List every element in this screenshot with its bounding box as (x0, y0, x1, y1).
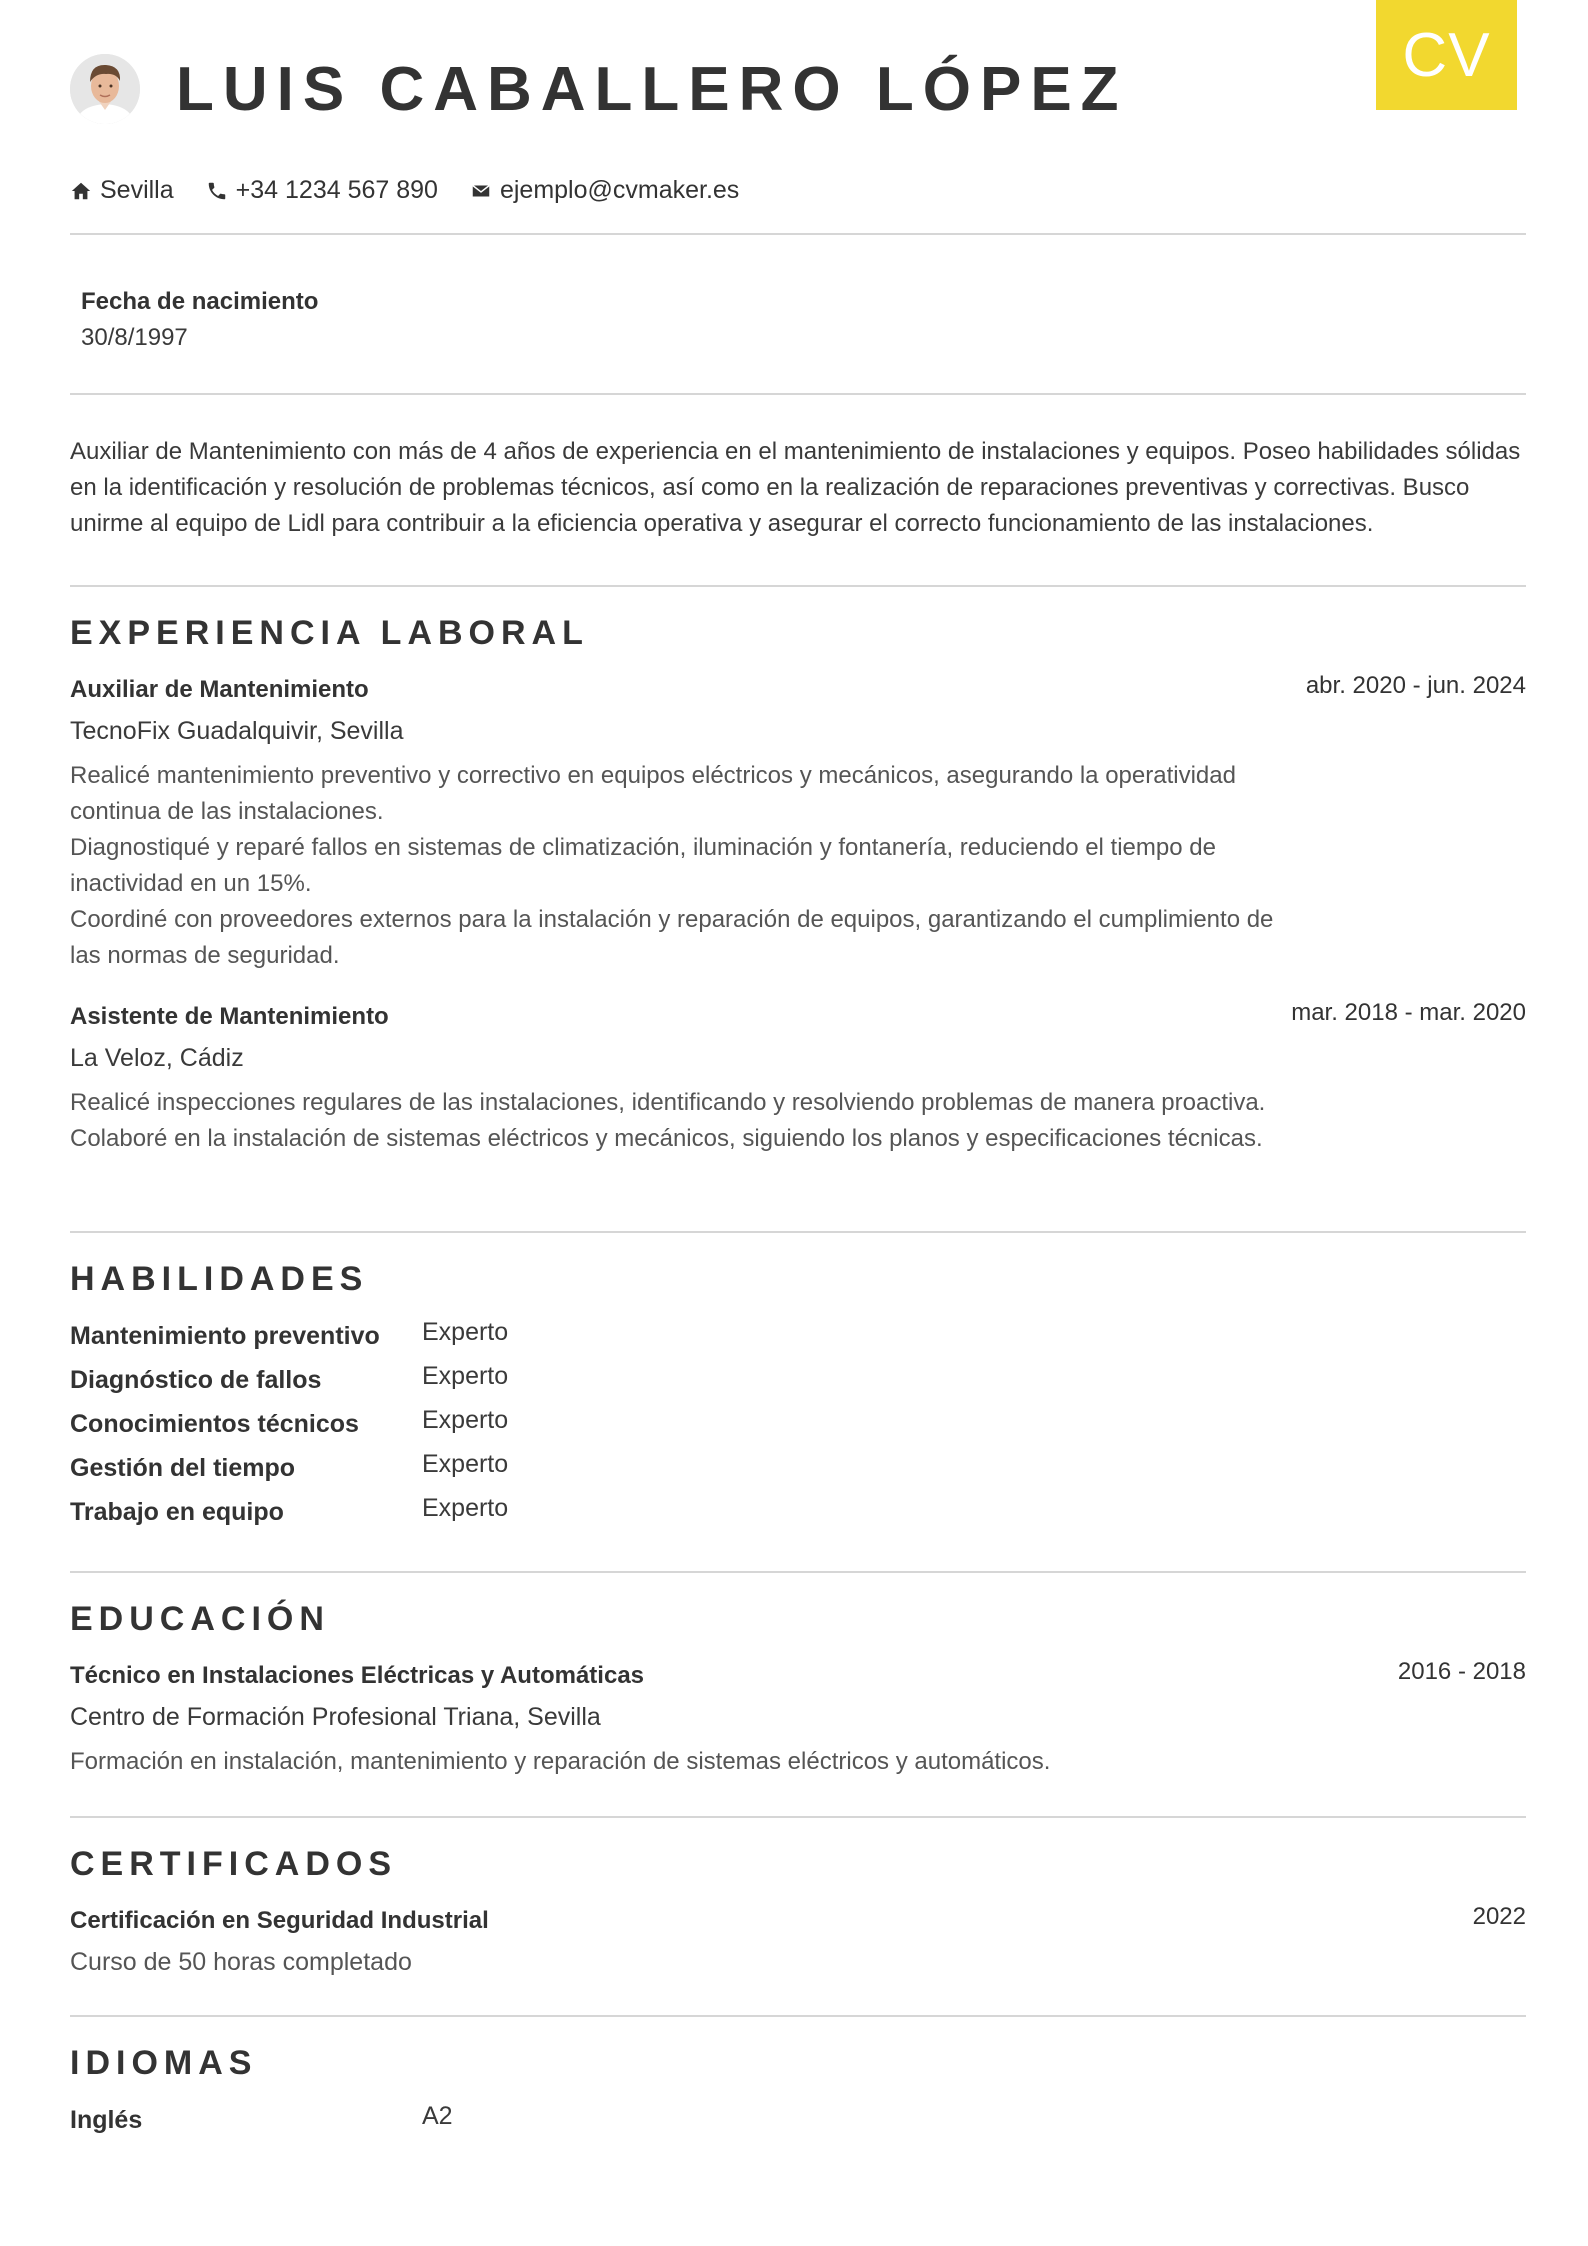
education-description (70, 1744, 1300, 1780)
skill-level: Experto (422, 1494, 509, 1522)
divider (70, 2015, 1526, 2017)
certificate-name: Certificación en Seguridad Industrial (70, 1907, 489, 1934)
certificate-entry (70, 1903, 1526, 1981)
skill-name: Conocimientos técnicos (70, 1410, 359, 1438)
divider (70, 1231, 1526, 1233)
divider (70, 1816, 1526, 1818)
city-text: Sevilla (100, 176, 174, 204)
job-bullet: Colaboré en la instalación de sistemas eléctricos y mecánicos, siguiendo los planos y especificaciones técnicas. (70, 1125, 1263, 1152)
contact-email (470, 176, 739, 205)
skill-name: Diagnóstico de fallos (70, 1366, 322, 1394)
education-heading: EDUCACIÓN (70, 1600, 330, 1638)
skill-level: Experto (422, 1406, 509, 1434)
skill-name: Mantenimiento preventivo (70, 1322, 380, 1350)
profile-photo (70, 54, 140, 124)
profile-summary: Auxiliar de Mantenimiento con más de 4 años de experiencia en el mantenimiento de instalaciones y equipos. Poseo habilidades sólidas en la identificación y resolución de problemas técnicos, así como en la realización de reparaciones preventivas y correctivas. Busco unirme al equipo de Lidl para contribuir a la eficiencia operativa y asegurar el correcto funcionamiento de las instalaciones. (70, 438, 1521, 537)
certificate-year: 2022 (1472, 1903, 1526, 1930)
candidate-name: LUIS CABALLERO LÓPEZ (176, 54, 1128, 124)
job-bullet: Coordiné con proveedores externos para la instalación y reparación de equipos, garantizando el cumplimiento de las normas de seguridad. (70, 906, 1274, 969)
contact-city (70, 176, 174, 205)
experience-entry (70, 999, 1526, 1157)
job-bullet: Realicé inspecciones regulares de las instalaciones, identificando y resolviendo problemas de manera proactiva. (70, 1089, 1266, 1116)
phone-icon (206, 180, 228, 202)
job-dates: abr. 2020 - jun. 2024 (1305, 672, 1526, 699)
job-company: La Veloz, Cádiz (70, 1044, 244, 1072)
job-bullet: Realicé mantenimiento preventivo y correctivo en equipos eléctricos y mecánicos, asegurando la operatividad continua de las instalaciones. (70, 762, 1236, 825)
school-name: Centro de Formación Profesional Triana, Sevilla (70, 1703, 601, 1731)
divider (70, 585, 1526, 587)
skill-level: Experto (422, 1362, 509, 1390)
skill-level: Experto (422, 1318, 509, 1346)
education-line: Formación en instalación, mantenimiento y reparación de sistemas eléctricos y automáticos. (70, 1748, 1051, 1775)
job-bullet: Diagnostiqué y reparé fallos en sistemas de climatización, iluminación y fontanería, reduciendo el tiempo de inactividad en un 15%. (70, 834, 1216, 897)
experience-entry (70, 672, 1526, 974)
avatar (70, 54, 140, 124)
skill-name: Gestión del tiempo (70, 1454, 296, 1482)
certificate-description: Curso de 50 horas completado (70, 1948, 412, 1976)
email-text: ejemplo@cvmaker.es (499, 176, 740, 204)
job-title: Auxiliar de Mantenimiento (70, 676, 369, 703)
education-dates: 2016 - 2018 (1397, 1658, 1526, 1685)
experience-heading: EXPERIENCIA LABORAL (70, 614, 589, 652)
job-description (70, 1085, 1300, 1157)
mail-icon (470, 180, 492, 202)
birthdate-block (81, 284, 318, 356)
divider (70, 1571, 1526, 1573)
birthdate-label: Fecha de nacimiento (81, 288, 319, 315)
certificates-heading: CERTIFICADOS (70, 1845, 397, 1883)
cv-badge: CV (1376, 0, 1517, 110)
language-level: A2 (422, 2102, 453, 2130)
skill-name: Trabajo en equipo (70, 1498, 284, 1526)
languages-heading: IDIOMAS (70, 2044, 258, 2082)
home-icon (70, 180, 92, 202)
skill-level: Experto (422, 1450, 509, 1478)
language-name: Inglés (70, 2106, 143, 2134)
contact-info (70, 176, 771, 205)
degree-title: Técnico en Instalaciones Eléctricas y Automáticas (70, 1662, 645, 1689)
header (70, 54, 1128, 124)
job-title: Asistente de Mantenimiento (70, 1003, 389, 1030)
divider (70, 393, 1526, 395)
birthdate-value: 30/8/1997 (81, 324, 188, 351)
divider (70, 233, 1526, 235)
job-company: TecnoFix Guadalquivir, Sevilla (70, 717, 404, 745)
skills-heading: HABILIDADES (70, 1260, 369, 1298)
education-entry (70, 1658, 1526, 1780)
job-dates: mar. 2018 - mar. 2020 (1291, 999, 1526, 1026)
job-description (70, 758, 1300, 974)
contact-phone (206, 176, 438, 205)
phone-text: +34 1234 567 890 (235, 176, 438, 204)
